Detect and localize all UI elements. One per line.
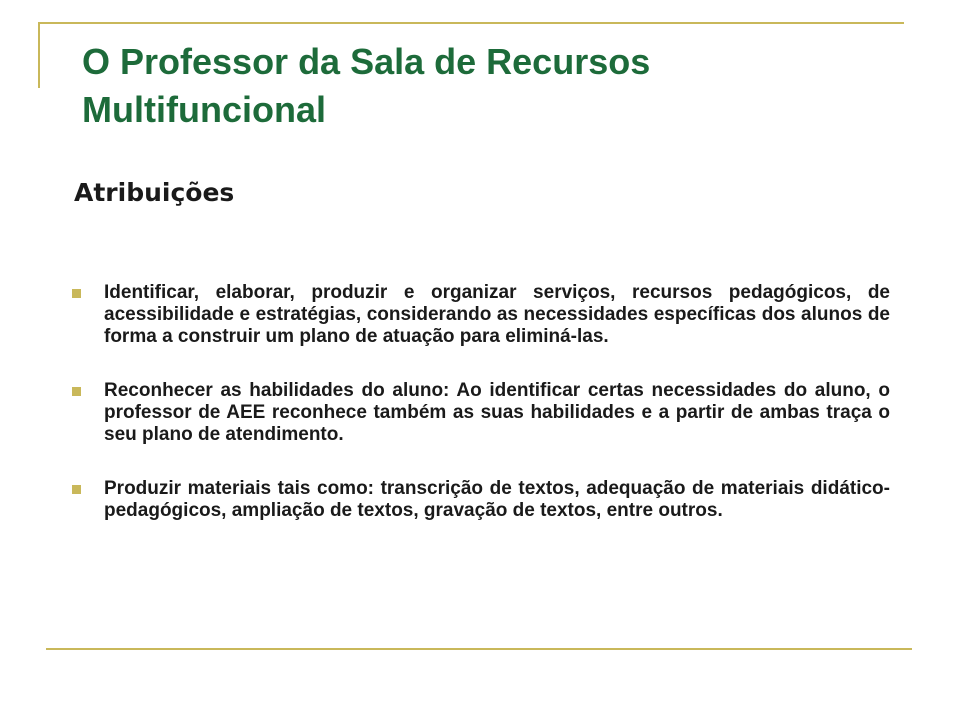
bullet-list <box>72 282 890 554</box>
top-rule <box>38 22 904 24</box>
bullet-item-recognize <box>72 380 890 446</box>
slide-title: O Professor da Sala de Recursos Multifuncional <box>82 41 651 130</box>
bullet-text: Identificar, elaborar, produzir e organizar serviços, recursos pedagógicos, de acessibilidade e estratégias, considerando as necessidades específicas dos alunos de forma a construir um plano de atuação para eliminá-las. <box>104 282 890 347</box>
slide-subtitle: Atribuições <box>74 178 235 207</box>
bottom-rule <box>46 648 912 650</box>
bullet-text: Produzir materiais tais como: transcrição de textos, adequação de materiais didático-pedagógicos, ampliação de textos, gravação de textos, entre outros. <box>104 478 890 521</box>
bullet-text: Reconhecer as habilidades do aluno: Ao identificar certas necessidades do aluno, o professor de AEE reconhece também as suas habilidades e a partir de ambas traça o seu plano de atendimento. <box>104 380 890 445</box>
square-bullet-icon <box>72 387 81 396</box>
bullet-item-produce <box>72 478 890 522</box>
bullet-item-identify <box>72 282 890 348</box>
left-rule <box>38 22 40 88</box>
square-bullet-icon <box>72 485 81 494</box>
square-bullet-icon <box>72 289 81 298</box>
